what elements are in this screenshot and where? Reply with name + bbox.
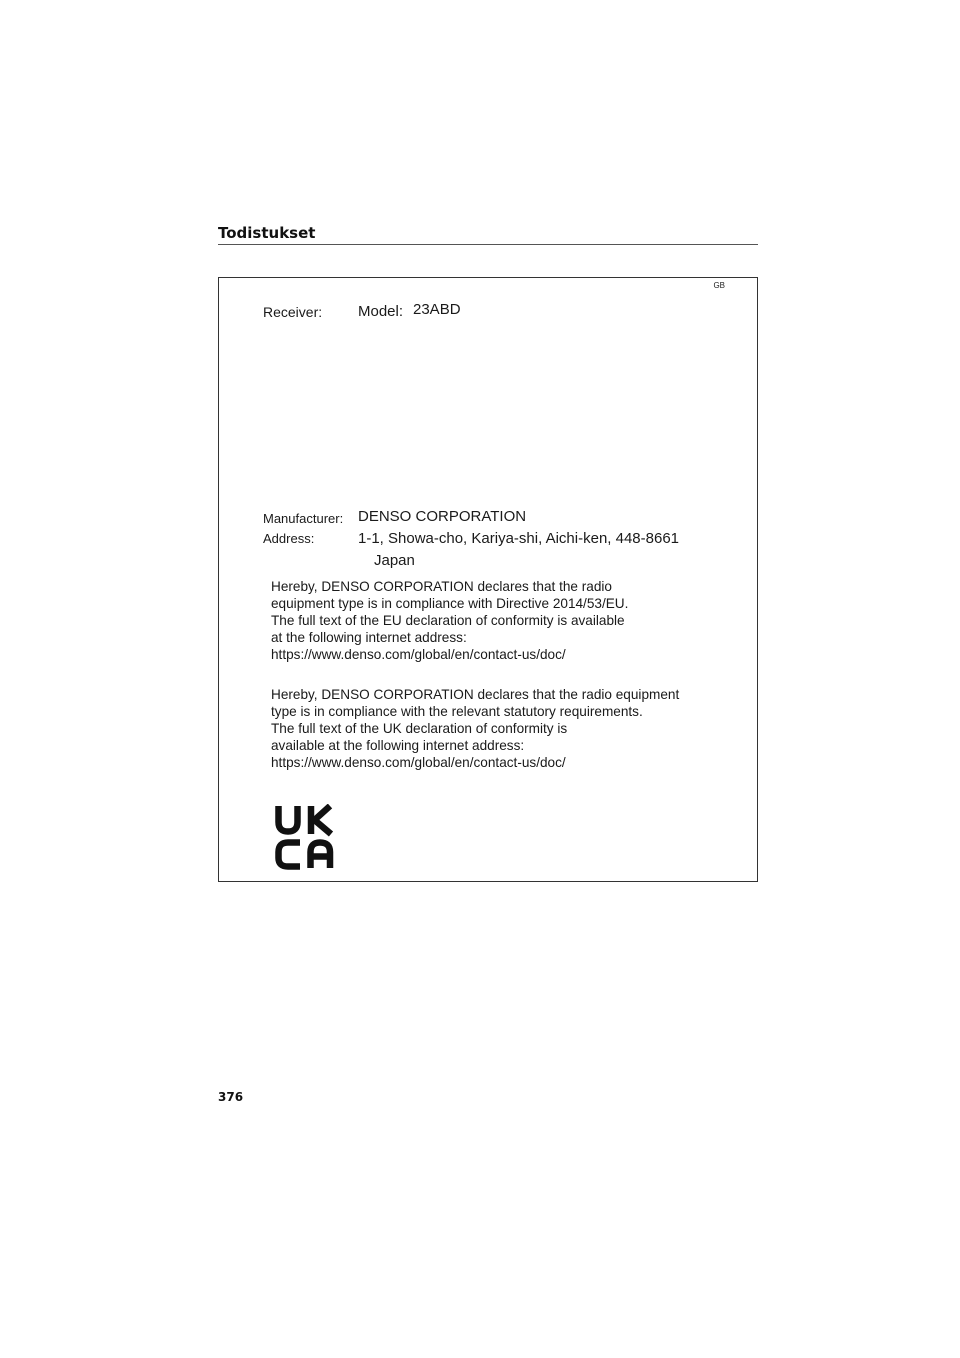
uk-declaration-line: Hereby, DENSO CORPORATION declares that the radio equipment (271, 687, 680, 702)
manufacturer-label: Manufacturer: (263, 511, 344, 526)
certificate-box (218, 277, 758, 882)
header-rule (218, 244, 758, 245)
page-number: 376 (218, 1090, 244, 1104)
address-label: Address: (263, 531, 315, 546)
uk-declaration-line: type is in compliance with the relevant statutory requirements. (271, 704, 643, 719)
eu-declaration-line: The full text of the EU declaration of conformity is available (271, 613, 625, 628)
uk-declaration (271, 686, 679, 771)
section-title: Todistukset (218, 224, 316, 242)
address-line-1: 1-1, Showa-cho, Kariya-shi, Aichi-ken, 448-8661 (358, 530, 680, 547)
eu-declaration (271, 578, 628, 663)
region-code: GB (713, 281, 725, 290)
eu-declaration-line: at the following internet address: (271, 630, 467, 645)
manufacturer-value: DENSO CORPORATION (358, 508, 527, 525)
ukca-mark-icon (275, 804, 335, 870)
uk-declaration-line: The full text of the UK declaration of conformity is (271, 721, 568, 736)
eu-declaration-line: Hereby, DENSO CORPORATION declares that the radio (271, 579, 612, 594)
eu-declaration-url[interactable]: https://www.denso.com/global/en/contact-us/doc/ (271, 647, 566, 662)
receiver-label: Receiver: (263, 304, 323, 320)
model-value: 23ABD (413, 301, 461, 318)
uk-declaration-url[interactable]: https://www.denso.com/global/en/contact-us/doc/ (271, 755, 566, 770)
eu-declaration-line: equipment type is in compliance with Directive 2014/53/EU. (271, 596, 629, 611)
address-line-2: Japan (374, 552, 415, 569)
model-label: Model: (358, 303, 404, 320)
uk-declaration-line: available at the following internet address: (271, 738, 525, 753)
